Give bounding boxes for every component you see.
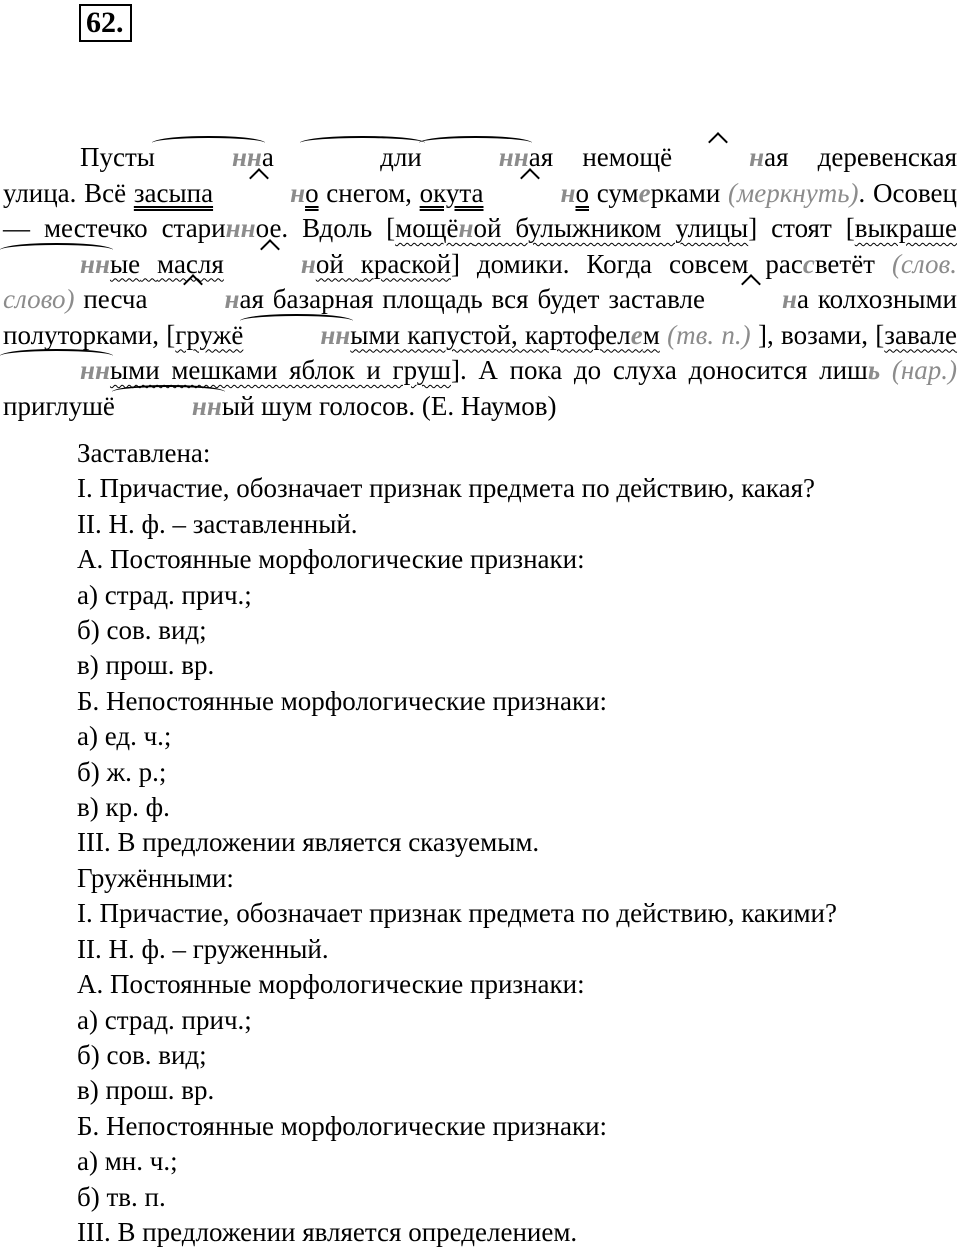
- orthogram: н: [672, 144, 764, 171]
- analysis-line: А. Постоянные морфологические признаки:: [77, 544, 585, 575]
- word: приглушё: [3, 390, 115, 421]
- word: . Осовец — местечко стари: [3, 177, 957, 243]
- orthogram: нн: [155, 144, 262, 171]
- analysis-line: в) кр. ф.: [77, 792, 170, 823]
- word: ], возами, [: [757, 319, 885, 350]
- note: (нар.): [891, 355, 957, 385]
- note: (тв. п.): [667, 319, 751, 350]
- predicate: окута но: [419, 177, 589, 208]
- analysis-line: III. В предложении является сказуемым.: [77, 827, 540, 858]
- orthogram: нн: [115, 393, 222, 420]
- participle-phrase: выкрашенные масля ной краской: [3, 213, 957, 279]
- exercise-text: [3, 140, 957, 424]
- word: рками: [650, 177, 721, 208]
- analysis-line: Б. Непостоянные морфологические признаки:: [77, 685, 608, 716]
- analysis-line: б) сов. вид;: [77, 615, 207, 646]
- participle-phrase: заваленными мешками яблок и груш: [3, 320, 957, 386]
- word: Пусты: [80, 142, 155, 172]
- word: ая деревенская улица. Всё: [3, 142, 958, 208]
- analysis-line: II. Н. ф. – заставленный.: [77, 508, 358, 539]
- analysis-line: III. В предложении является определением.: [77, 1216, 578, 1247]
- orthogram: н: [147, 286, 239, 313]
- analysis-line: а) мн. ч.;: [77, 1146, 178, 1177]
- analysis-line: в) прош. вр.: [77, 650, 215, 681]
- note: (слов. слово): [3, 248, 957, 314]
- exercise-number: 62.: [79, 4, 132, 42]
- word: ] стоят [: [748, 213, 855, 243]
- analysis-line: I. Причастие, обозначает признак предмета по действию, какая?: [77, 473, 815, 504]
- word: ]. А пока до слуха доносится лиш: [451, 355, 868, 385]
- predicate: засыпа но: [133, 177, 319, 208]
- participle-phrase: мощёной булыжником улицы: [395, 213, 749, 243]
- analysis-line: Б. Непостоянные морфологические признаки:: [77, 1110, 608, 1141]
- analysis-line: А. Постоянные морфологические признаки:: [77, 969, 585, 1000]
- word: ая базарная площадь вся будет заставле: [239, 284, 705, 314]
- word: немощё: [582, 142, 673, 172]
- orthogram: н: [705, 286, 797, 313]
- orthogram: ь: [867, 355, 881, 385]
- analysis-line: в) прош. вр.: [77, 1075, 215, 1106]
- analysis-line: I. Причастие, обозначает признак предмета по действию, какими?: [77, 898, 837, 929]
- analysis-line: а) страд. прич.;: [77, 1004, 252, 1035]
- word: Вдоль [: [302, 213, 396, 243]
- analysis-line: б) сов. вид;: [77, 1039, 207, 1070]
- analysis-line: Заставлена:: [77, 438, 211, 468]
- word: ая: [528, 142, 554, 172]
- word: ] домики. Когда совсем рас: [450, 248, 803, 279]
- word: ое.: [255, 213, 289, 243]
- analysis-line: б) тв. п.: [77, 1181, 166, 1212]
- orthogram: с: [802, 248, 815, 279]
- word: снегом,: [326, 177, 412, 208]
- word: сум: [596, 177, 639, 208]
- orthogram: нн: [225, 213, 256, 243]
- word: ветёт: [814, 248, 875, 279]
- word: а колхозными полуторками, [: [3, 284, 957, 350]
- word: а: [261, 142, 274, 172]
- morphological-analysis: [77, 436, 837, 1250]
- word: песча: [83, 284, 148, 314]
- analysis-line: б) ж. р.;: [77, 756, 167, 787]
- participle-phrase: гружё нными капустой, картофелем: [175, 319, 660, 350]
- analysis-line: II. Н. ф. – груженный.: [77, 933, 329, 964]
- orthogram: нн: [422, 144, 529, 171]
- analysis-line: Гружёнными:: [77, 862, 234, 893]
- word: ый шум голосов. (Е. Наумов): [221, 390, 557, 421]
- analysis-line: а) страд. прич.;: [77, 579, 252, 610]
- orthogram: е: [638, 177, 651, 208]
- note: (меркнуть): [728, 177, 859, 208]
- word-root: дли: [303, 144, 422, 171]
- analysis-line: а) ед. ч.;: [77, 721, 172, 752]
